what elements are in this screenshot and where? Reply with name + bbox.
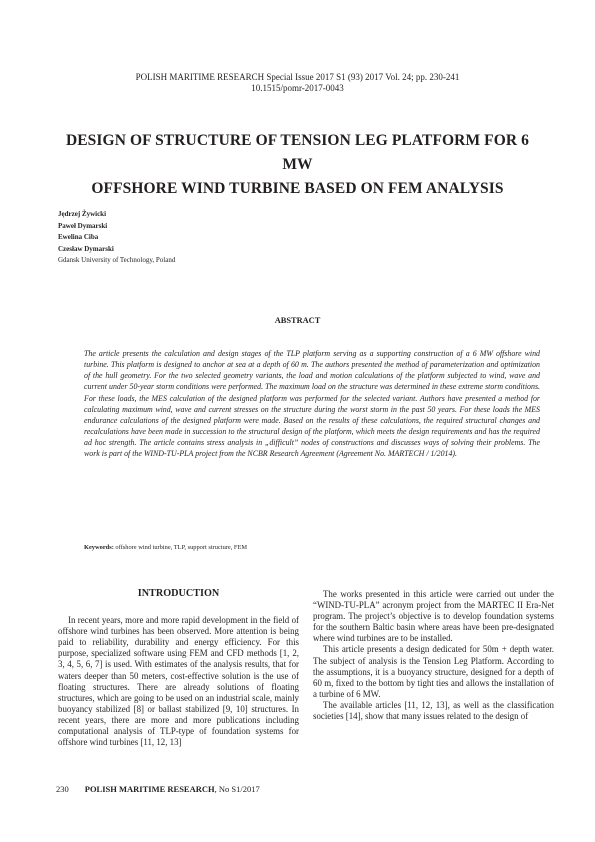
column-left xyxy=(58,588,299,748)
author-name: Jędrzej Żywicki xyxy=(58,210,107,218)
keywords-label: Keywords: xyxy=(84,544,114,551)
page-footer xyxy=(56,784,260,794)
author-block xyxy=(58,209,358,267)
title-line-1: DESIGN OF STRUCTURE OF TENSION LEG PLATFORM FOR 6 MW xyxy=(65,132,530,173)
page-number: 230 xyxy=(56,784,69,794)
body-paragraph: The works presented in this article were carried out under the “WIND-TU-PLA” acronym project from the MARTEC II Era-Net program. The project’s objective is to develop foundation systems for the southern Baltic basin where areas have been pre-designated where wind turbines are to be installed. xyxy=(313,589,554,644)
author-name: Czesław Dymarski xyxy=(58,244,114,253)
abstract-heading: ABSTRACT xyxy=(274,316,321,325)
journal-citation: POLISH MARITIME RESEARCH Special Issue 2017 S1 (93) 2017 Vol. 24; pp. 230-241 xyxy=(135,72,460,82)
keywords xyxy=(84,544,540,551)
body-paragraph: In recent years, more and more rapid development in the field of offshore wind turbines has been observed. More attention is being paid to reliability, durability and energy efficiency. For this purpose, specialized software using FEM and CFD methods [1, 2, 3, 4, 5, 6, 7] is used. With estimates of the analysis results, that for waters deeper than 50 meters, cost-effective solution is the use of floating structures. There are already solutions of floating structures, which are going to be used on an industrial scale, mainly buoyancy stabilized [8] or ballast stabilized [9, 10] structures. In recent years, there are more and more publications including computational analysis of TLP-type of foundation systems for offshore wind turbines [11, 12, 13] xyxy=(58,615,299,748)
affiliation: Gdansk University of Technology, Poland xyxy=(58,256,176,265)
body-paragraph: This article presents a design dedicated for 50m + depth water. The subject of analysis is the Tension Leg Platform. According to the assumptions, it is a buoyancy structure, designed for a depth of 60 m, fixed to the bottom by tight ties and allows the installation of a turbine of 6 MW. xyxy=(313,644,554,699)
body-paragraph: The available articles [11, 12, 13], as well as the classification societies [14], show that many issues related to the design of xyxy=(313,699,554,722)
column-right xyxy=(313,589,554,722)
article-title xyxy=(50,129,545,201)
section-heading-introduction: INTRODUCTION xyxy=(137,588,220,599)
footer-issue: , No S1/2017 xyxy=(214,784,260,794)
abstract-text: The article presents the calculation and design stages of the TLP platform serving as a supporting construction of a 6 MW offshore wind turbine. This platform is designed to anchor at sea at a depth of 60 m. The authors presented the method of parameterization and optimization of the hull geometry. For the two selected geometry variants, the load and motion calculations of the platform subjected to wind, wave and current under 50-year storm conditions were performed. The maximum load on the structure was determined in these extreme storm conditions. For these loads, the MES calculation of the designed platform was performed for the selected variant. Authors have presented a method for calculating maximum wind, wave and current stresses on the structure during the worst storm in the past 50 years. For these loads the MES endurance calculations of the designed platform were made. Based on the results of these calculations, the required structural changes and recalculations have been made in succession to the structural design of the platform, which meets the design requirements and has the required ad hoc strength. The article contains stress analysis in „difficult” nodes of constructions and discusses ways of solving their problems. The work is part of the WIND-TU-PLA project from the NCBR Research Agreement (Agreement No. MARTECH / 1/2014). xyxy=(84,349,540,459)
doi[interactable]: 10.1515/pomr-2017-0043 xyxy=(251,83,344,93)
author-name: Paweł Dymarski xyxy=(58,221,108,230)
running-header xyxy=(0,72,595,94)
footer-journal: POLISH MARITIME RESEARCH xyxy=(84,784,215,794)
title-line-2: OFFSHORE WIND TURBINE BASED ON FEM ANALYSIS xyxy=(91,180,504,197)
author-name: Ewelina Ciba xyxy=(58,233,99,242)
keywords-list: offshore wind turbine, TLP, support structure, FEM xyxy=(113,544,248,551)
